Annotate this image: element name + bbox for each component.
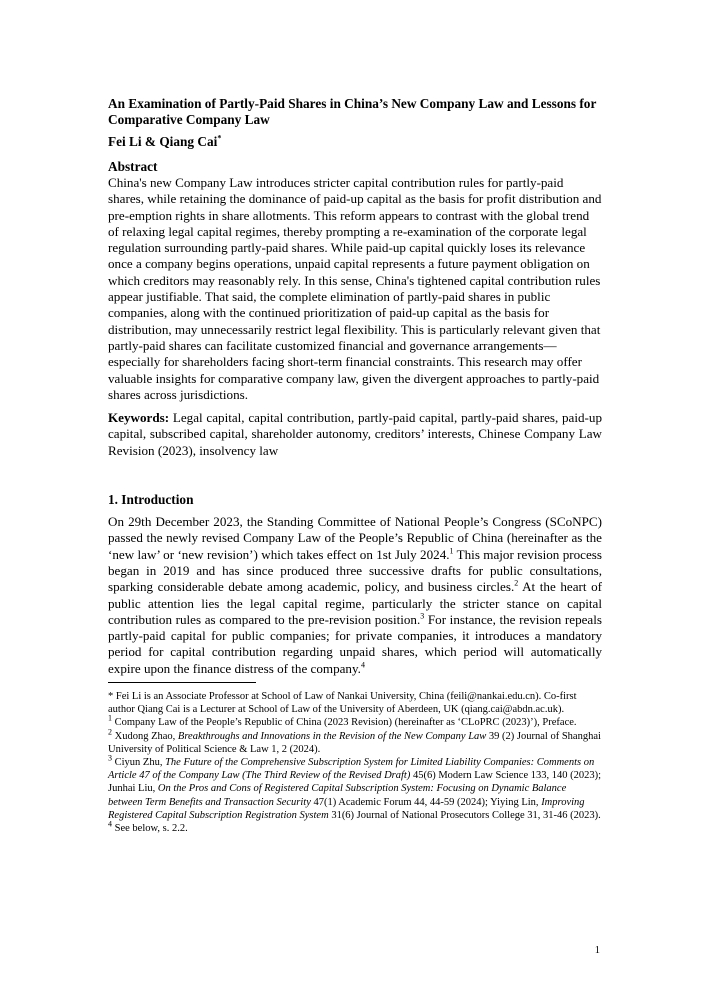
paper-page	[108, 96, 602, 835]
footnote-citation-title: Improving Registered Capital Subscription Registration System	[108, 796, 585, 821]
footnote-marker: *	[108, 691, 114, 703]
footnote-ref-1[interactable]: 1	[449, 546, 454, 556]
intro-text-2: This major revision process began in 2019 and has since produced three successive drafts for public consultations, sparking considerable debate among academic, policy, and business circles.	[108, 546, 602, 595]
footnote-ref-4[interactable]: 4	[360, 660, 365, 670]
section-heading-introduction: 1. Introduction	[108, 492, 194, 508]
footnote-text: Ciyun Zhu,	[112, 757, 166, 769]
footnote-4	[108, 819, 602, 835]
abstract-text: China's new Company Law introduces stricter capital contribution rules for partly-paid shares, while retaining the dominance of paid-up capital as the basis for profit distribution and pre-emption rights in share allotments. This reform appears to contrast with the global trend of relaxing legal capital regimes, thereby prompting a re-examination of the corporate legal regulation surrounding partly-paid shares. While paid-up capital quickly loses its relevance once a company begins operations, unpaid capital represents a future payment obligation on which creditors may reasonably rely. In this sense, China's tightened capital contribution rules appear justifiable. That said, the complete elimination of partly-paid shares in public companies, along with the continued prioritization of paid-up capital as the basis for distribution, may unnecessarily restrict legal flexibility. This is particularly relevant given that partly-paid shares can facilitate customized financial and governance arrangements—especially for shareholders facing short-term financial constraints. This research may offer valuable insights for comparative company law, given the divergent approaches to partly-paid shares across jurisdictions.	[108, 175, 602, 402]
footnote-text: 39 (2) Journal of Shanghai University of Political Science & Law 1, 2 (2024).	[108, 730, 601, 755]
introduction-paragraph	[108, 514, 602, 677]
footnote-ref-2[interactable]: 2	[514, 578, 519, 588]
author-footnote-marker[interactable]: *	[217, 133, 222, 143]
footnote-text: Company Law of the People’s Republic of China (2023 Revision) (hereinafter as ‘CLoPRC (2023)’), Preface.	[112, 717, 577, 729]
intro-text-3: At the heart of public attention lies the legal capital regime, particularly the stricter stance on capital contribution rules as compared to the pre-revision position.	[108, 579, 602, 627]
footnote-marker: 4	[108, 819, 112, 829]
footnote-2	[108, 727, 602, 756]
footnotes	[108, 690, 602, 835]
footnote-1	[108, 713, 602, 729]
footnote-separator	[108, 682, 256, 683]
author-line	[108, 134, 602, 150]
footnote-3	[108, 753, 602, 822]
paper-title: An Examination of Partly-Paid Shares in China’s New Company Law and Lessons for Comparative Company Law	[108, 96, 597, 127]
footnote-text: Xudong Zhao,	[112, 730, 178, 742]
footnote-marker: 3	[108, 753, 112, 763]
footnote-text: See below, s. 2.2.	[112, 823, 188, 835]
author-names: Fei Li & Qiang Cai	[108, 134, 218, 149]
footnote-citation-title: The Future of the Comprehensive Subscription System for Limited Liability Companies: Comments on Article 47 of the Company Law (The Third Review of the Revised Draft)	[108, 757, 595, 782]
footnote-citation-title: Breakthroughs and Innovations in the Revision of the New Company Law	[177, 730, 487, 742]
footnote-star	[108, 690, 602, 716]
footnote-text: 31(6) Journal of National Prosecutors College 31, 31-46 (2023).	[328, 809, 601, 821]
footnote-text: Fei Li is an Associate Professor at School of Law of Nankai University, China (feili@nankai.edu.cn). Co-first author Qiang Cai is a Lecturer at School of Law of the University of Aberdeen, UK (qiang.cai@abdn.ac.uk).	[108, 691, 577, 716]
footnote-text: 45(6) Modern Law Science 133, 140 (2023); Junhai Liu,	[108, 770, 602, 795]
footnote-ref-3[interactable]: 3	[420, 611, 425, 621]
page-number: 1	[594, 945, 600, 956]
footnote-text: 47(1) Academic Forum 44, 44-59 (2024); Yiying Lin,	[310, 796, 542, 808]
footnote-marker: 1	[108, 713, 112, 723]
footnote-citation-title: On the Pros and Cons of Registered Capital Subscription System: Focusing on Dynamic Balance between Term Benefits and Transaction Security	[108, 783, 567, 808]
intro-text-1: On 29th December 2023, the Standing Committee of National People’s Congress (SCoNPC) passed the newly revised Company Law of the People’s Republic of China (hereinafter as the ‘new law’ or ‘new revision’) which takes effect on 1st July 2024.	[108, 514, 602, 562]
keywords-label: Keywords:	[108, 410, 170, 426]
keywords-paragraph	[108, 410, 602, 459]
footnote-marker: 2	[108, 727, 112, 737]
intro-text-4: For instance, the revision repeals partly-paid capital for public companies; for private companies, it introduces a mandatory period for capital contribution regarding unpaid shares, which period will automatically expire upon the finance distress of the company.	[108, 611, 602, 676]
keywords-list: Legal capital, capital contribution, partly-paid capital, partly-paid shares, paid-up capital, subscribed capital, shareholder autonomy, creditors’ interests, Chinese Company Law Revision (2023), insolvency law	[108, 410, 602, 458]
abstract-heading: Abstract	[108, 159, 158, 174]
